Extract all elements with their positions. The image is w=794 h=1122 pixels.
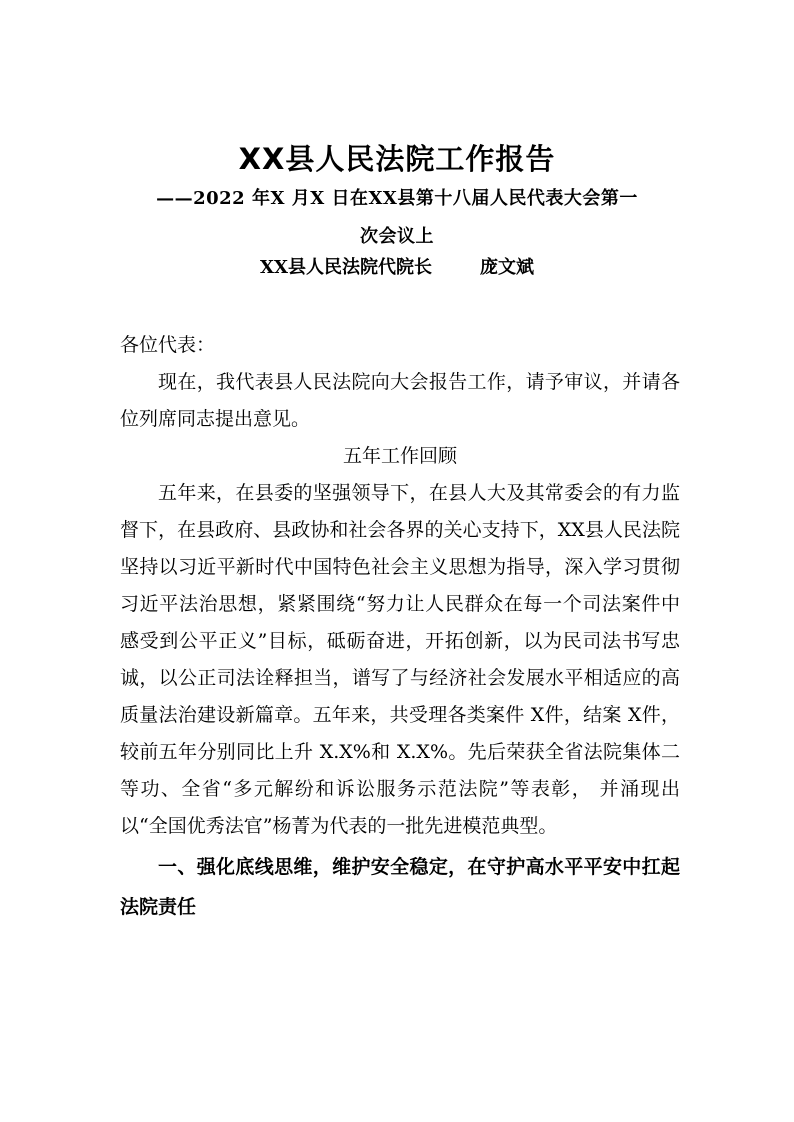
intro-paragraph: 现在，我代表县人民法院向大会报告工作，请予审议，并请各位列席同志提出意见。 <box>120 371 680 430</box>
author-line <box>0 253 794 283</box>
heading-one: 一、强化底线思维，维护安全稳定，在守护高水平平安中扛起法院责任 <box>120 856 680 918</box>
report-subtitle: ——2022 年X 月X 日在XX县第十八届人民代表大会第一次会议上 <box>156 188 638 247</box>
salutation: 各位代表： <box>120 334 216 356</box>
author-title: XX县人民法院代院长 <box>260 257 432 278</box>
report-body <box>120 327 680 927</box>
author-name: 庞文斌 <box>479 257 534 278</box>
section-title: 五年工作回顾 <box>342 445 457 467</box>
review-paragraph: 五年来，在县委的坚强领导下，在县人大及其常委会的有力监督下，在县政府、县政协和社会各界的关心支持下，XX县人民法院坚持以习近平新时代中国特色社会主义思想为指导，深入学习贯彻习近平法治思想，紧紧围绕“努力让人民群众在每一个司法案件中感受到公平正义”目标，砥砺奋进，开拓创新，以为民司法书写忠诚，以公正司法诠释担当，谱写了与经济社会发展水平相适应的高质量法治建设新篇章。五年来，共受理各类案件 X件，结案 X件，较前五年分别同比上升 X.X%和 X.X%。先后荣获全省法院集体二等功、全省“多元解纷和诉讼服务示范法院”等表彰， 并涌现出以“全国优秀法官”杨菁为代表的一批先进模范典型。 <box>120 482 680 837</box>
report-title: XX县人民法院工作报告 <box>238 142 556 176</box>
